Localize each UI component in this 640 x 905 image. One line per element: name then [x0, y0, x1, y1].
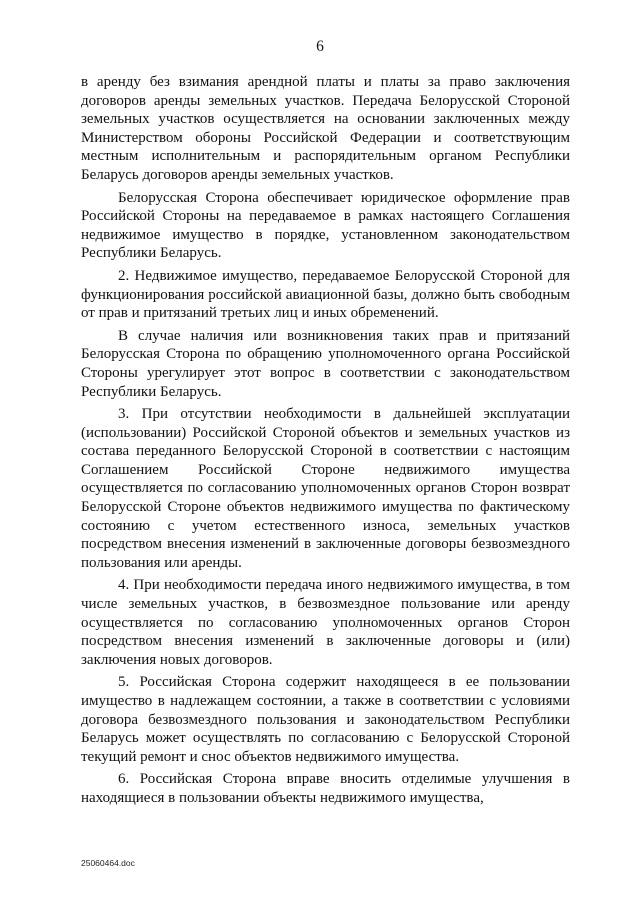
- footer-document-code: 25060464.doc: [81, 858, 135, 868]
- paragraph-clause-3: 3. При отсутствии необходимости в дальнейшей эксплуатации (использовании) Российской Стороной объектов и земельных участков из состава переданного Белорусской Стороной в соответствии с настоящим Соглашением Российской Стороне недвижимого имущества осуществляется по согласованию уполномоченных органов Сторон возврат Белорусской Стороне объектов недвижимого имущества по фактическому состоянию с учетом естественного износа, земельных участков посредством внесения изменений в заключенные договоры безвозмездного пользования или аренды.: [81, 406, 570, 571]
- paragraph-clause-6: 6. Российская Сторона вправе вносить отделимые улучшения в находящиеся в пользовании объекты недвижимого имущества,: [81, 771, 570, 806]
- paragraph-clause-5: 5. Российская Сторона содержит находящееся в ее пользовании имущество в надлежащем состоянии, а также в соответствии с условиями договора безвозмездного пользования и законодательством Республики Беларусь может осуществлять по согласованию с Белорусской Стороной текущий ремонт и снос объектов недвижимого имущества.: [81, 674, 570, 765]
- document-body: [81, 73, 570, 808]
- paragraph-third-party-claims: В случае наличия или возникновения таких прав и притязаний Белорусская Сторона по обращению уполномоченного органа Российской Стороны урегулирует этот вопрос в соответствии с законодательством Республики Беларусь.: [81, 327, 570, 400]
- paragraph-legal-registration: Белорусская Сторона обеспечивает юридическое оформление прав Российской Стороны на передаваемое в рамках настоящего Соглашения недвижимое имущество в порядке, установленном законодательством Республики Беларусь.: [81, 189, 570, 262]
- paragraph-clause-2: 2. Недвижимое имущество, передаваемое Белорусской Стороной для функционирования российской авиационной базы, должно быть свободным от прав и притязаний третьих лиц и иных обременений.: [81, 267, 570, 322]
- page-number: 6: [316, 38, 324, 55]
- paragraph-clause-4: 4. При необходимости передача иного недвижимого имущества, в том числе земельных участков, в безвозмездное пользование или аренду осуществляется по согласованию уполномоченных органов Сторон посредством внесения изменений в заключенные договоры и (или) заключения новых договоров.: [81, 577, 570, 668]
- paragraph-lease-continuation: в аренду без взимания арендной платы и платы за право заключения договоров аренды земельных участков. Передача Белорусской Стороной земельных участков осуществляется на основании заключенных между Министерством обороны Российской Федерации и соответствующим местным исполнительным и распорядительным органом Республики Беларусь договоров аренды земельных участков.: [81, 74, 570, 183]
